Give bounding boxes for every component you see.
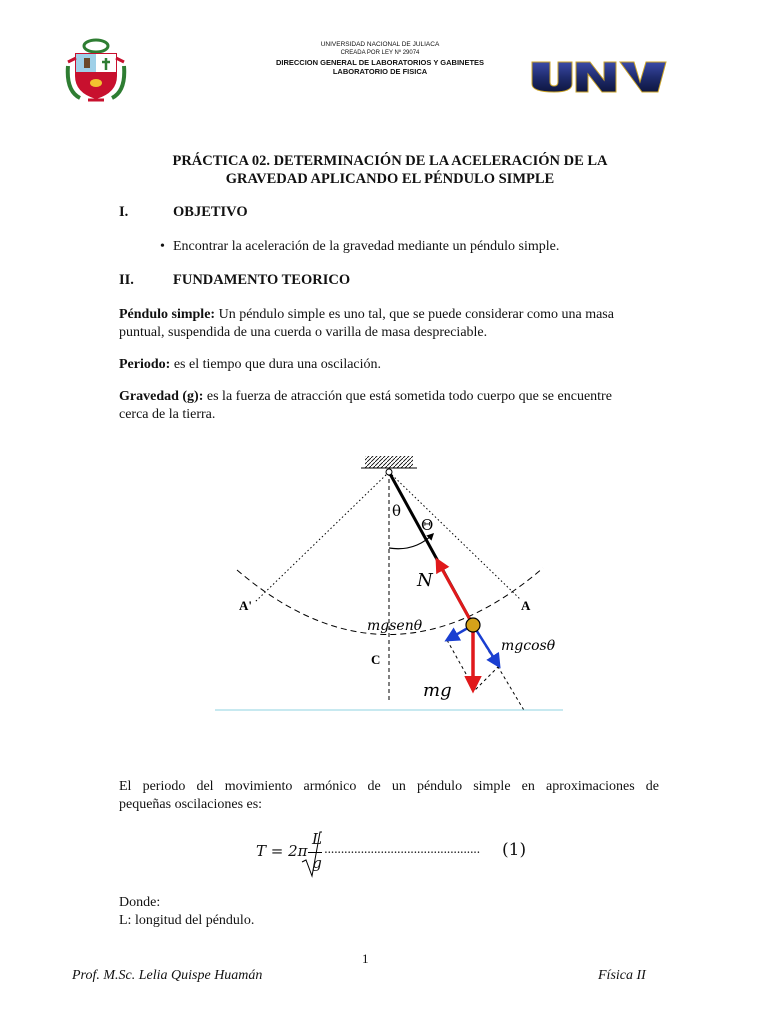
- lab-text: LABORATORIO DE FISICA: [332, 67, 428, 76]
- formula-dots: ...............................................: [324, 842, 480, 856]
- law-text: CREADA POR LEY Nº 29074: [340, 50, 420, 56]
- equation-number: (1): [502, 840, 527, 860]
- page-number: 1: [362, 951, 369, 966]
- bullet-icon: •: [160, 239, 165, 254]
- definition-periodo: [119, 356, 664, 374]
- section-2-number: II.: [119, 272, 134, 288]
- definition-pendulo: [119, 306, 664, 342]
- pendulum-bob: [466, 618, 480, 632]
- section-1-number: I.: [119, 204, 129, 220]
- university-name: UNIVERSIDAD NACIONAL DE JULIACA: [320, 41, 440, 48]
- tension-arrow: [437, 560, 473, 625]
- section-1-heading: OBJETIVO: [173, 204, 248, 220]
- coat-of-arms-logo: [62, 36, 130, 104]
- pendulum-diagram: [215, 450, 565, 715]
- footer-author: Prof. M.Sc. Lelia Quispe Huamán: [72, 968, 263, 983]
- label-A-prime: A': [239, 598, 252, 613]
- label-theta-2: Θ: [421, 516, 434, 534]
- unaj-logo: [528, 56, 670, 96]
- definition-text-2: puntual, suspendida de una cuerda o varilla de masa despreciable.: [119, 325, 488, 340]
- where-item-L: L: longitud del péndulo.: [119, 913, 255, 928]
- period-line-2: pequeñas oscilaciones es:: [119, 797, 263, 812]
- where-label: Donde:: [119, 895, 161, 910]
- label-N: N: [417, 570, 433, 591]
- label-A: A: [521, 598, 531, 613]
- definition-gravedad: [119, 388, 664, 424]
- definition-term: Gravedad (g):: [119, 389, 204, 404]
- label-mgcos: mgcosθ: [501, 638, 556, 654]
- definition-text-2: cerca de la tierra.: [119, 407, 216, 422]
- direction-text: DIRECCION GENERAL DE LABORATORIOS Y GABINETES: [275, 58, 485, 67]
- title-line-2: GRAVEDAD APLICANDO EL PÉNDULO SIMPLE: [225, 171, 555, 187]
- page-title: [120, 152, 660, 188]
- definition-term: Periodo:: [119, 357, 171, 372]
- label-theta: θ: [392, 502, 402, 520]
- label-C: C: [371, 652, 381, 667]
- label-mgsen: mgsenθ: [367, 618, 423, 634]
- label-mg: mg: [423, 680, 452, 701]
- definition-text: es el tiempo que dura una oscilación.: [170, 357, 382, 372]
- title-line-1: PRÁCTICA 02. DETERMINACIÓN DE LA ACELERACIÓN DE LA: [172, 153, 608, 169]
- formula-denominator: g: [312, 854, 322, 872]
- definition-term: Péndulo simple:: [119, 307, 216, 322]
- period-line-1: El periodo del movimiento armónico de un péndulo simple en aproximaciones de: [119, 779, 659, 794]
- section-2-heading: FUNDAMENTO TEORICO: [173, 272, 351, 288]
- period-formula: [256, 830, 556, 880]
- definition-text: es la fuerza de atracción que está sometida todo cuerpo que se encuentre: [203, 389, 612, 404]
- footer-course: Física II: [598, 968, 646, 983]
- header-text: [200, 40, 560, 76]
- objective-bullet: Encontrar la aceleración de la gravedad mediante un péndulo simple.: [173, 239, 560, 254]
- definition-text: Un péndulo simple es uno tal, que se puede considerar como una masa: [215, 307, 614, 322]
- ceiling-support: [365, 456, 413, 468]
- formula-lhs: T = 2π: [256, 842, 308, 860]
- period-paragraph: [119, 778, 659, 814]
- formula-numerator: L: [312, 830, 322, 848]
